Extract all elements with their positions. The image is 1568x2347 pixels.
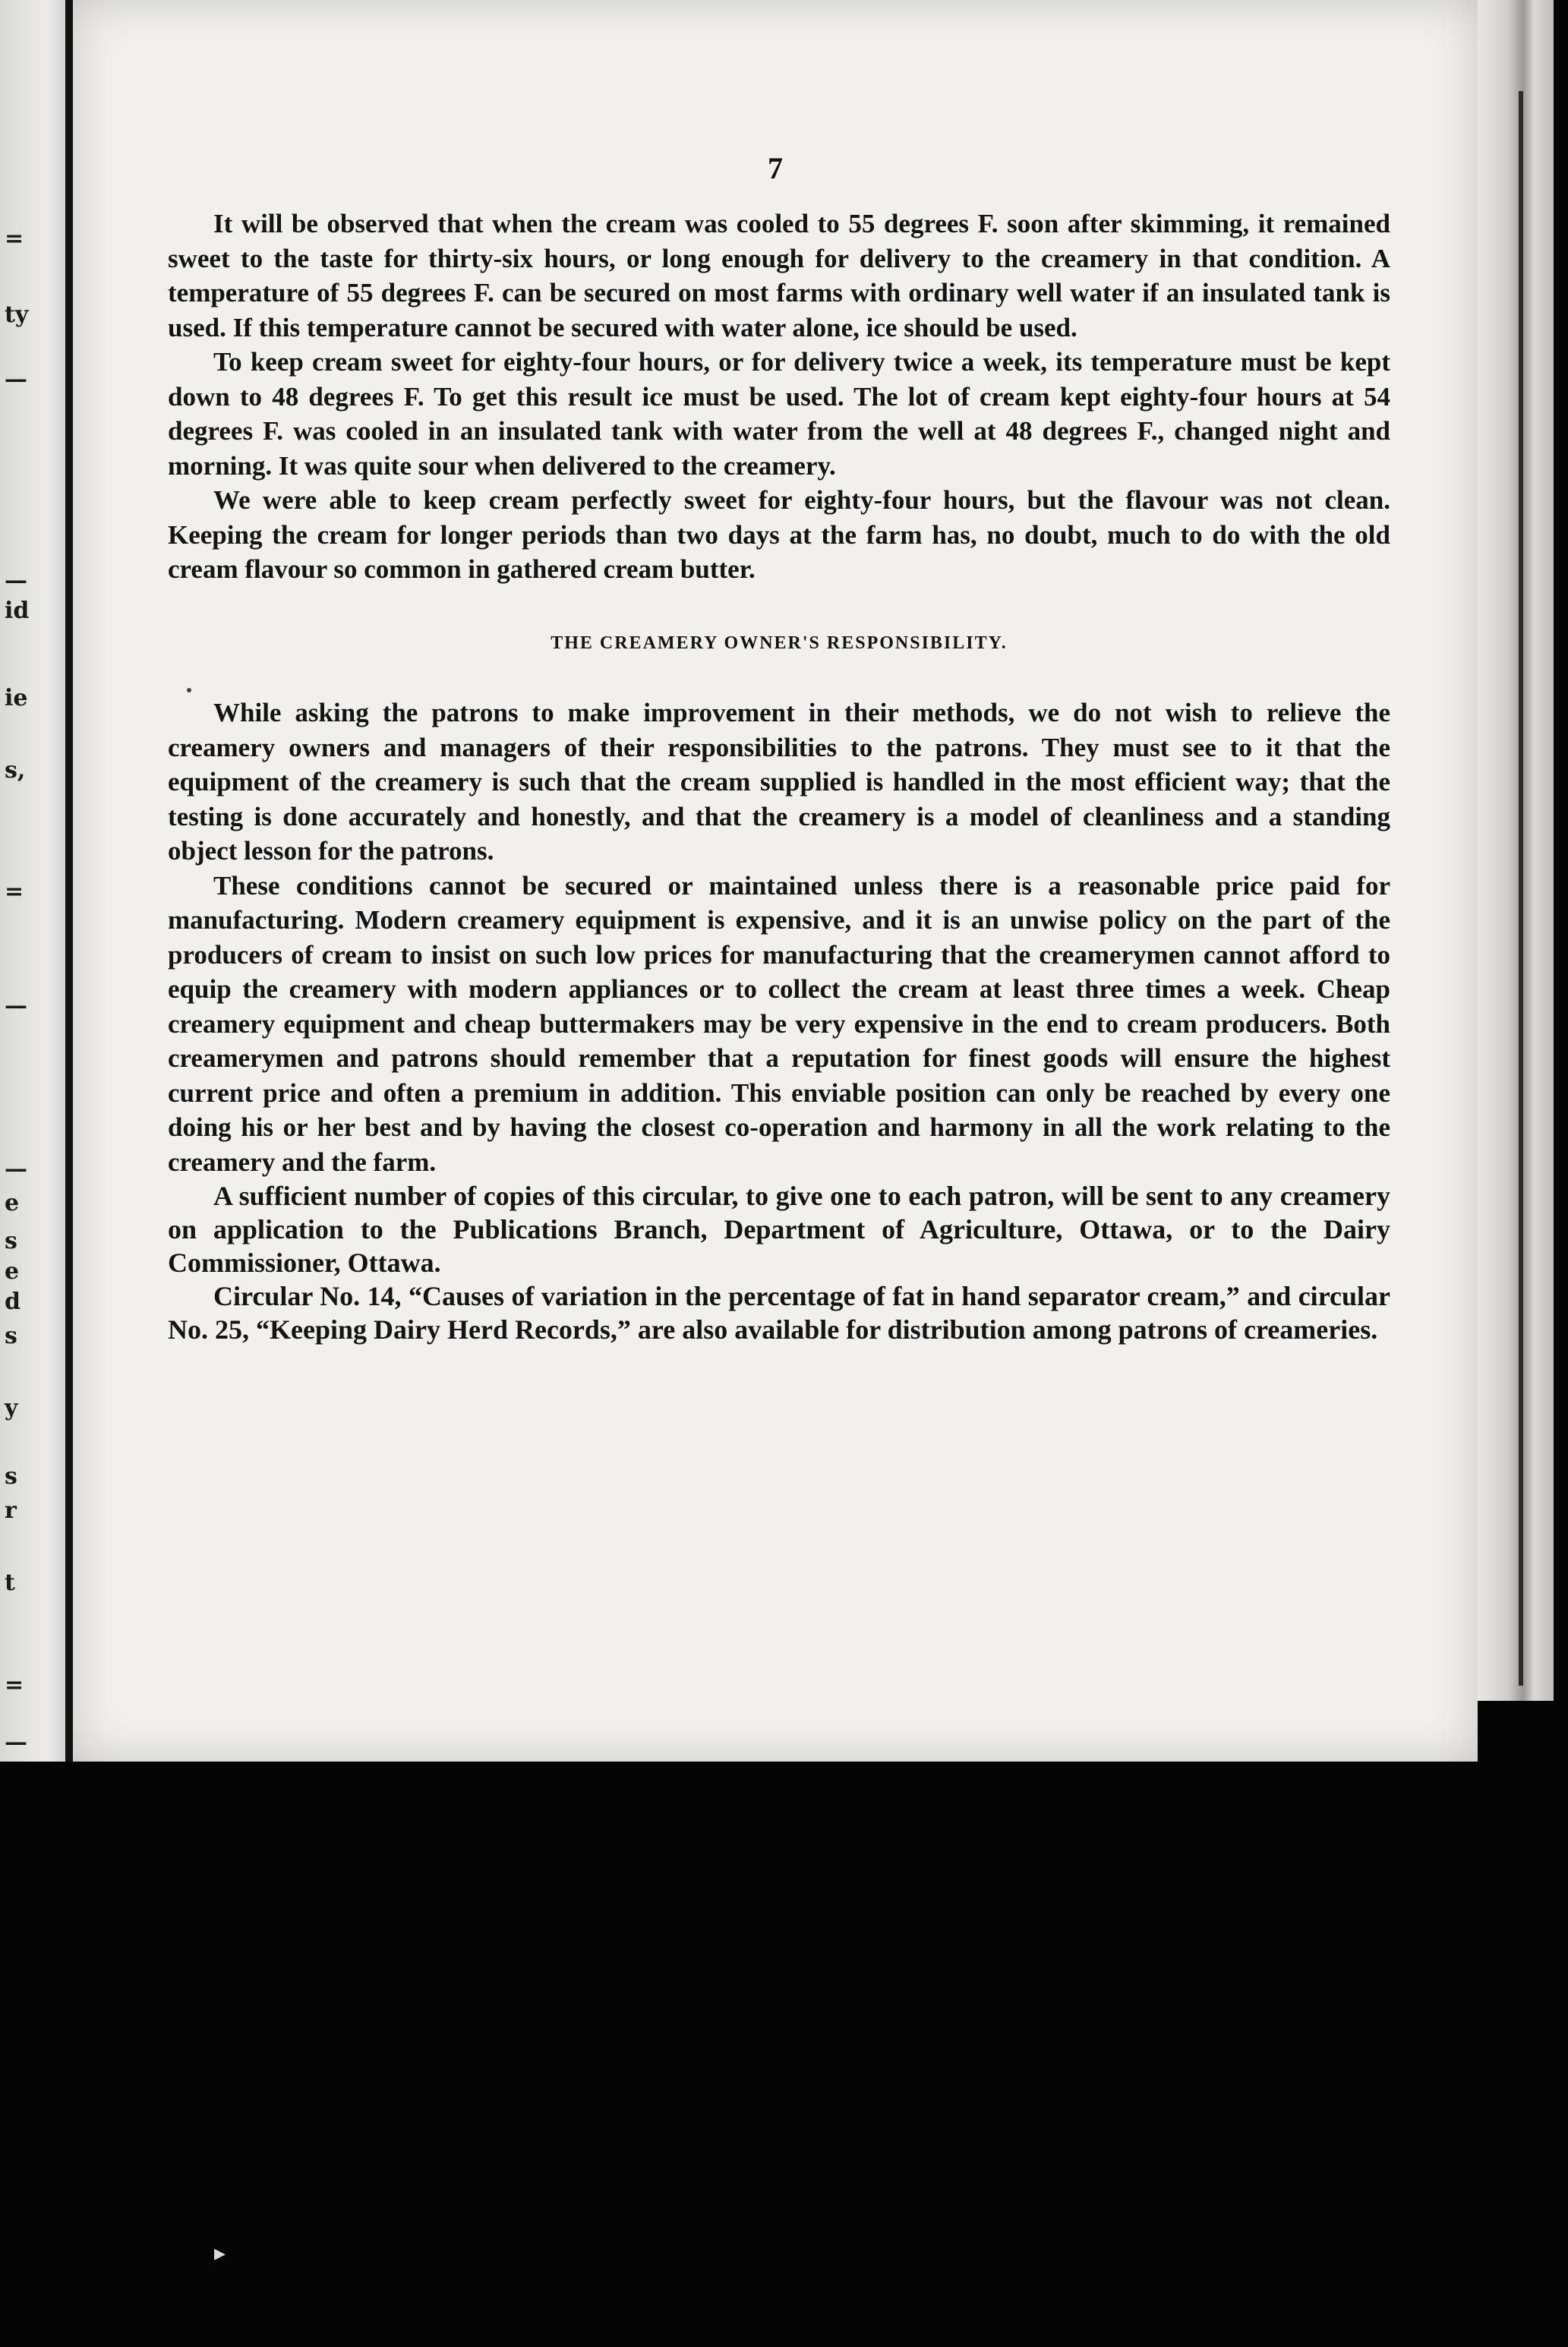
page-edge-shadow	[1519, 91, 1523, 1686]
page-stack-edge	[1478, 0, 1554, 1701]
scan-artifact-mark: ▸	[214, 2240, 226, 2267]
margin-fragment: d	[5, 1289, 21, 1315]
body-paragraph: These conditions cannot be secured or maintained unless there is a reasonable price paid for manufacturing. Modern creamery equipment is expensive, and it is an unwise policy on the part of the producers of cream to insist on such low prices for manufacturing that the creamerymen cannot afford to equip the creamery with modern appliances or to collect the cream at least three times a week. Cheap creamery equipment and cheap buttermakers may be very expensive in the end to cream producers. Both creamerymen and patrons should remember that a reputation for finest goods will ensure the highest current price and often a premium in addition. This enviable position can only be reached by every one doing his or her best and by having the closest co-operation and harmony in all the work relating to the creamery and the farm.	[168, 870, 1390, 1177]
related-circulars-note: Circular No. 14, “Causes of variation in the percentage of fat in hand separator cream,” and circular No. 25, “Keeping Dairy Herd Records,” are also available for distribution among patrons of creameries.	[168, 1281, 1390, 1345]
body-paragraph: While asking the patrons to make improvement in their methods, we do not wish to relieve the creamery owners and managers of their responsibilities to the patrons. They must see to it that the equipment of the creamery is such that the cream supplied is handled in the most efficient way; that the testing is done accurately and honestly, and that the creamery is a model of cleanliness and a standing object lesson for the patrons.	[168, 698, 1390, 866]
margin-fragment: e	[5, 1258, 20, 1285]
body-paragraph: To keep cream sweet for eighty-four hours, or for delivery twice a week, its temperature must be kept down to 48 degrees F. To get this result ice must be used. The lot of cream kept eighty-four hours at 54 degrees F. was cooled in an insulated tank with water from the well at 48 degrees F., changed night and morning. It was quite sour when delivered to the creamery.	[168, 347, 1390, 481]
margin-fragment: s	[5, 1463, 17, 1490]
margin-fragment: s	[5, 1323, 17, 1349]
margin-fragment: —	[5, 1156, 27, 1182]
margin-fragment: t	[5, 1569, 15, 1596]
page-number: 7	[768, 151, 783, 185]
margin-fragment: e	[5, 1190, 20, 1216]
body-paragraph: It will be observed that when the cream was cooled to 55 degrees F. soon after skimming, it remained sweet to the taste for thirty-six hours, or long enough for delivery to the creamery in that condition. A temperature of 55 degrees F. can be secured on most farms with ordinary well water if an insulated tank is used. If this temperature cannot be secured with water alone, ice should be used.	[168, 209, 1390, 342]
margin-fragment: =	[5, 1672, 24, 1699]
closing-notes	[168, 1179, 1390, 1346]
margin-fragment: ty	[5, 301, 29, 328]
margin-fragment: s	[5, 1228, 17, 1254]
margin-fragment: ie	[5, 685, 28, 711]
margin-fragment: —	[5, 1729, 27, 1756]
margin-fragment: =	[5, 226, 24, 252]
margin-fragment: y	[5, 1395, 18, 1421]
margin-fragment: —	[5, 567, 27, 594]
margin-fragment: id	[5, 598, 30, 624]
margin-fragment: =	[5, 879, 24, 905]
page-gutter	[65, 0, 73, 1762]
cream-cooling-section	[168, 207, 1390, 587]
margin-fragment: r	[5, 1497, 17, 1524]
creamery-responsibility-section	[168, 696, 1390, 1179]
margin-fragment: s,	[5, 757, 26, 784]
facing-page-edge	[0, 0, 67, 1762]
margin-fragment: —	[5, 992, 27, 1019]
section-heading: THE CREAMERY OWNER'S RESPONSIBILITY.	[551, 632, 1008, 653]
circular-availability-note: A sufficient number of copies of this circular, to give one to each patron, will be sent to any creamery on application to the Publications Branch, Department of Agriculture, Ottawa, or to the Dairy Commissioner, Ottawa.	[168, 1181, 1390, 1278]
page-body	[168, 144, 1390, 1346]
margin-fragment: —	[5, 366, 27, 393]
body-paragraph: We were able to keep cream perfectly sweet for eighty-four hours, but the flavour was not clean. Keeping the cream for longer periods than two days at the farm has, no doubt, much to do with the old cream flavour so common in gathered cream butter.	[168, 485, 1390, 584]
document-page	[73, 0, 1478, 1762]
